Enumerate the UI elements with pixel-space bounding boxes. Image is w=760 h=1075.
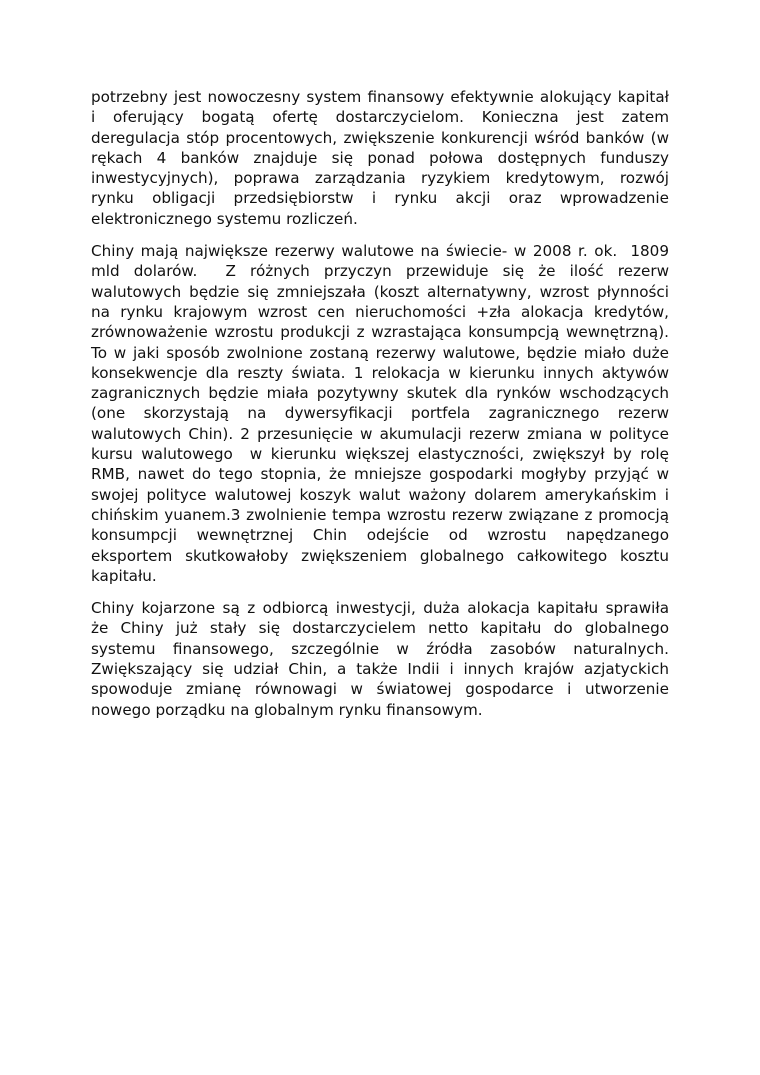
text-line: nowego porządku na globalnym rynku finansowym. [91, 700, 483, 719]
text-line: eksportem skutkowałoby zwiększeniem globalnego całkowitego kosztu [91, 546, 669, 565]
text-line: To w jaki sposób zwolnione zostaną rezerwy walutowe, będzie miało duże [91, 343, 669, 362]
text-line: swojej polityce walutowej koszyk walut ważony dolarem amerykańskim i [91, 485, 669, 504]
paragraph-2 [91, 241, 669, 586]
document-body [91, 87, 669, 732]
text-line: potrzebny jest nowoczesny system finansowy efektywnie alokujący kapitał [91, 88, 669, 106]
paragraph-3 [91, 598, 669, 720]
text-line: konsumpcji wewnętrznej Chin odejście od wzrostu napędzanego [91, 526, 669, 545]
text-line: rękach 4 banków znajduje się ponad połowa dostępnych funduszy [91, 148, 669, 167]
text-line: Chiny mają największe rezerwy walutowe na świecie- w 2008 r. ok. 1809 [91, 242, 669, 261]
text-line: RMB, nawet do tego stopnia, że mniejsze gospodarki mogłyby przyjąć w [91, 465, 669, 484]
text-line: kapitału. [91, 566, 157, 585]
paragraph-1 [91, 87, 669, 229]
text-line: zagranicznych będzie miała pozytywny skutek dla rynków wschodzących [91, 384, 669, 403]
text-line: Chiny kojarzone są z odbiorcą inwestycji, duża alokacja kapitału sprawiła [91, 599, 669, 618]
text-line: że Chiny już stały się dostarczycielem netto kapitału do globalnego [91, 619, 669, 638]
text-line: konsekwencje dla reszty świata. 1 relokacja w kierunku innych aktywów [91, 363, 669, 382]
text-line: mld dolarów. Z różnych przyczyn przewiduje się że ilość rezerw [91, 262, 669, 281]
text-line: chińskim yuanem.3 zwolnienie tempa wzrostu rezerw związane z promocją [91, 505, 669, 524]
text-line: zrównoważenie wzrostu produkcji z wzrastająca konsumpcją wewnętrzną). [91, 323, 669, 342]
text-line: inwestycyjnych), poprawa zarządzania ryzykiem kredytowym, rozwój [91, 169, 669, 188]
text-line: deregulacja stóp procentowych, zwiększenie konkurencji wśród banków (w [91, 128, 669, 147]
text-line: i oferujący bogatą ofertę dostarczycielom. Konieczna jest zatem [91, 108, 669, 127]
text-line: na rynku krajowym wzrost cen nieruchomości +zła alokacja kredytów, [91, 302, 669, 321]
text-line: spowoduje zmianę równowagi w światowej gospodarce i utworzenie [91, 680, 669, 699]
text-line: kursu walutowego w kierunku większej elastyczności, zwiększył by rolę [91, 445, 669, 464]
text-line: Zwiększający się udział Chin, a także Indii i innych krajów azjatyckich [91, 660, 669, 679]
text-line: systemu finansowego, szczególnie w źródła zasobów naturalnych. [91, 639, 669, 658]
text-line: (one skorzystają na dywersyfikacji portfela zagranicznego rezerw [91, 404, 669, 423]
text-line: walutowych będzie się zmniejszała (koszt alternatywny, wzrost płynności [91, 282, 669, 301]
text-line: elektronicznego systemu rozliczeń. [91, 209, 358, 228]
text-line: rynku obligacji przedsiębiorstw i rynku akcji oraz wprowadzenie [91, 189, 669, 208]
text-line: walutowych Chin). 2 przesunięcie w akumulacji rezerw zmiana w polityce [91, 424, 669, 443]
